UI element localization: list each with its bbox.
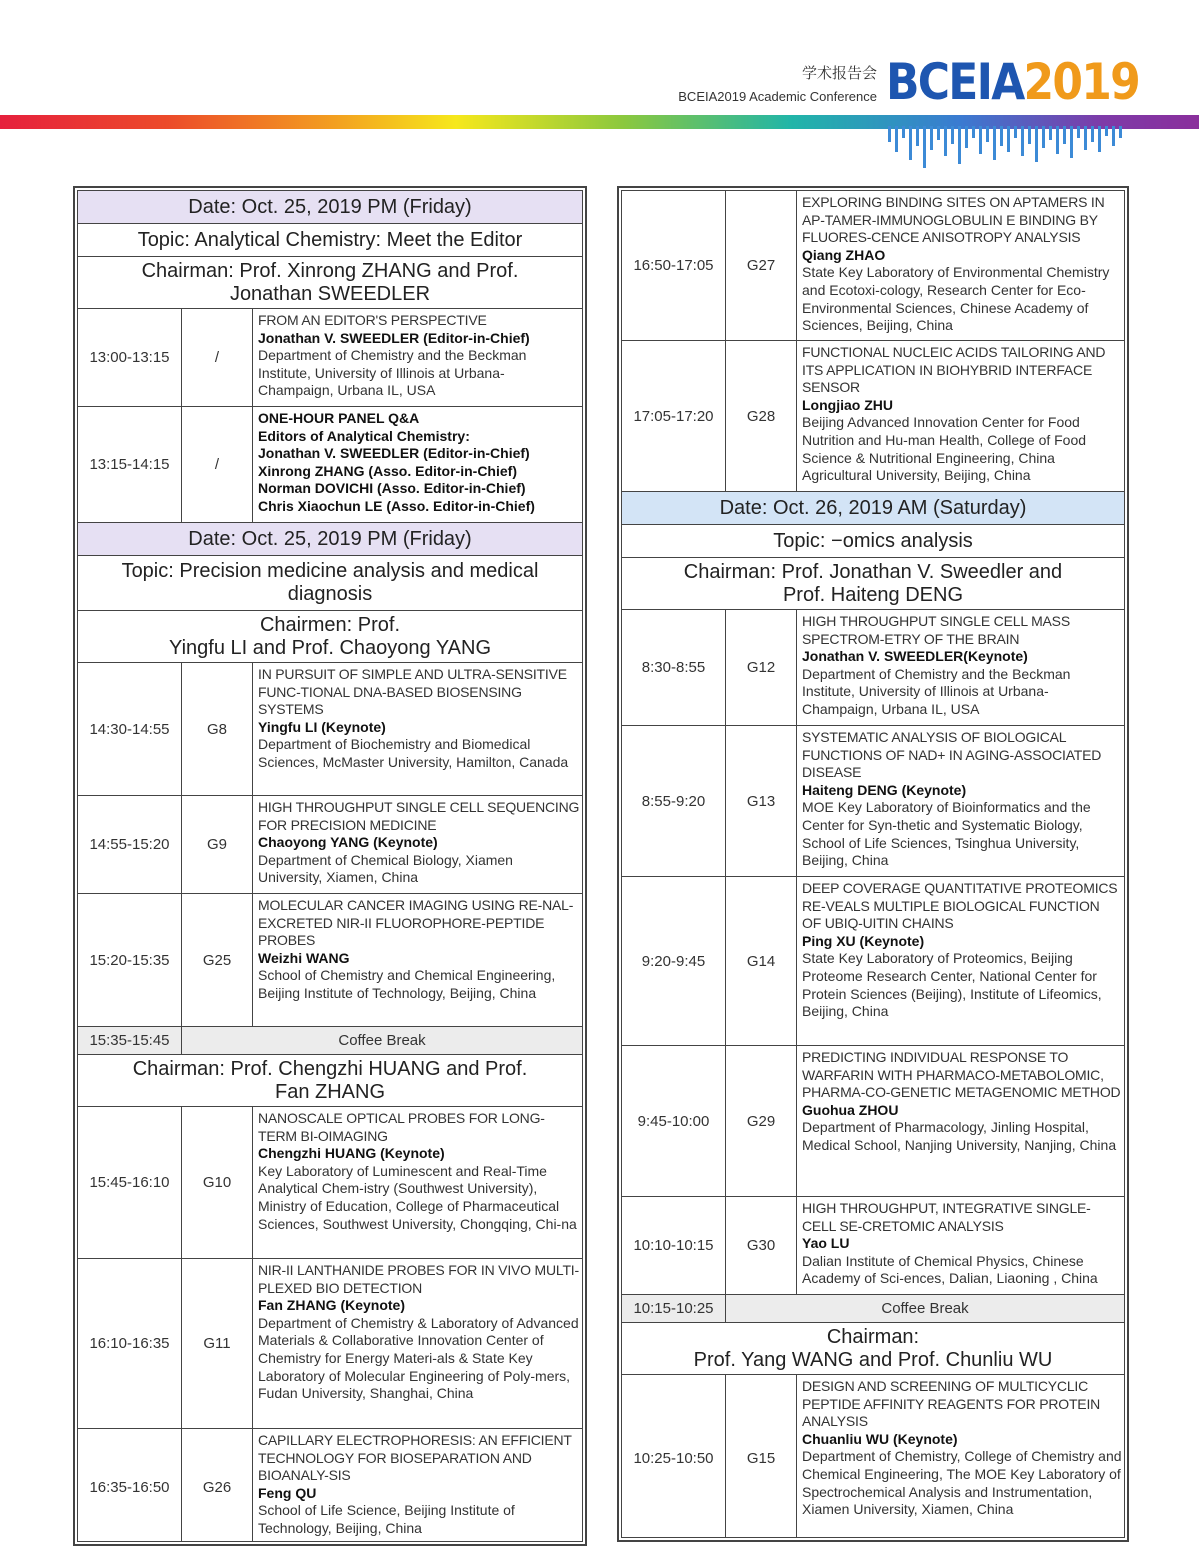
session-details — [253, 663, 582, 795]
conference-title-en: BCEIA2019 Academic Conference — [678, 89, 877, 104]
bceia-logo — [886, 52, 1139, 112]
panel-line: Xinrong ZHANG (Asso. Editor-in-Chief) — [258, 462, 517, 479]
panel-line: Jonathan V. SWEEDLER (Editor-in-Chief) — [258, 445, 530, 462]
chairman-bar — [78, 257, 582, 309]
session-code: G9 — [182, 796, 253, 893]
session-row — [622, 1375, 1124, 1538]
session-details — [797, 877, 1124, 1045]
chairman-bar — [78, 611, 582, 663]
session-details — [797, 191, 1124, 340]
coffee-time: 15:35-15:45 — [78, 1027, 182, 1054]
session-details — [797, 1197, 1124, 1294]
left-schedule-column — [73, 186, 587, 1546]
talk-title: NANOSCALE OPTICAL PROBES FOR LONG-TERM BI-OIMAGING — [258, 1110, 545, 1144]
session-time: 15:20-15:35 — [78, 894, 182, 1026]
talk-title: FUNCTIONAL NUCLEIC ACIDS TAILORING AND ITS APPLICATION IN BIOHYBRID INTERFACE SENSOR — [802, 344, 1106, 396]
chairman-bar — [622, 1323, 1124, 1375]
session-row — [622, 1197, 1124, 1295]
topic-bar: Topic: Precision medicine analysis and medical diagnosis — [78, 556, 582, 611]
session-time: 9:20-9:45 — [622, 877, 726, 1045]
session-time: 9:45-10:00 — [622, 1046, 726, 1196]
speaker-affiliation: Beijing Advanced Innovation Center for Food Nutrition and Hu-man Health, College of Food Science & Nutritional Engineering, China Agricultural University, Beijing, China — [802, 414, 1087, 484]
session-time: 14:55-15:20 — [78, 796, 182, 893]
session-details — [253, 796, 582, 893]
date-bar: Date: Oct. 25, 2019 PM (Friday) — [78, 191, 582, 224]
speaker-affiliation: State Key Laboratory of Proteomics, Beijing Proteome Research Center, National Center for Protein Sciences (Beijing), Institute of Lifeomics, Beijing, China — [802, 950, 1102, 1020]
session-code: G12 — [726, 610, 797, 725]
session-details — [797, 1375, 1124, 1538]
session-details — [253, 1107, 582, 1258]
session-code: G11 — [182, 1259, 253, 1428]
page-header — [0, 0, 1199, 180]
speaker-name: Weizhi WANG — [258, 949, 350, 966]
topic-bar: Topic: Analytical Chemistry: Meet the Editor — [78, 224, 582, 257]
speaker-name: Yingfu LI (Keynote) — [258, 718, 386, 735]
speaker-affiliation: Department of Chemistry and the Beckman Institute, University of Illinois at Urbana-Champaign, Urbana IL, USA — [258, 347, 527, 399]
speaker-name: Guohua ZHOU — [802, 1101, 899, 1118]
coffee-break-row — [78, 1027, 582, 1055]
speaker-affiliation: Department of Biochemistry and Biomedical Sciences, McMaster University, Hamilton, Canada — [258, 736, 569, 770]
speaker-affiliation: MOE Key Laboratory of Bioinformatics and the Center for Syn-thetic and Systematic Biology, School of Life Sciences, Tsinghua University, Beijing, China — [802, 799, 1091, 869]
talk-title: IN PURSUIT OF SIMPLE AND ULTRA-SENSITIVE FUNC-TIONAL DNA-BASED BIOSENSING SYSTEMS — [258, 666, 567, 718]
chairman-line: Yingfu LI and Prof. Chaoyong YANG — [168, 636, 492, 659]
session-row — [78, 309, 582, 407]
chairman-bar — [78, 1055, 582, 1107]
session-row — [78, 894, 582, 1027]
session-code: G8 — [182, 663, 253, 795]
talk-title: HIGH THROUGHPUT, INTEGRATIVE SINGLE-CELL SE-CRETOMIC ANALYSIS — [802, 1200, 1091, 1234]
right-schedule-column — [617, 186, 1129, 1542]
session-details — [797, 341, 1124, 491]
session-code: G10 — [182, 1107, 253, 1258]
session-details — [253, 894, 582, 1026]
session-time: 14:30-14:55 — [78, 663, 182, 795]
chairman-line: Prof. Yang WANG and Prof. Chunliu WU — [693, 1348, 1053, 1371]
date-bar: Date: Oct. 25, 2019 PM (Friday) — [78, 523, 582, 556]
speaker-name: Haiteng DENG (Keynote) — [802, 781, 967, 798]
session-details — [797, 610, 1124, 725]
logo-text-year: 2019 — [1023, 53, 1139, 111]
speaker-name: Longjiao ZHU — [802, 396, 893, 413]
session-row — [78, 663, 582, 796]
speaker-name: Qiang ZHAO — [802, 246, 886, 263]
topic-bar: Topic: −omics analysis — [622, 525, 1124, 558]
speaker-affiliation: School of Chemistry and Chemical Engineering, Beijing Institute of Technology, Beijing, China — [258, 967, 556, 1001]
session-time: 16:50-17:05 — [622, 191, 726, 340]
speaker-affiliation: School of Life Science, Beijing Institute of Technology, Beijing, China — [258, 1502, 515, 1536]
session-details — [253, 407, 582, 522]
session-code: / — [182, 309, 253, 406]
session-time: 10:25-10:50 — [622, 1375, 726, 1538]
speaker-affiliation: Department of Chemistry and the Beckman Institute, University of Illinois at Urbana-Champaign, Urbana IL, USA — [802, 665, 1071, 717]
talk-title: HIGH THROUGHPUT SINGLE CELL SEQUENCING FOR PRECISION MEDICINE — [258, 799, 580, 833]
speaker-affiliation: Department of Chemical Biology, Xiamen University, Xiamen, China — [258, 851, 513, 886]
session-details — [253, 1429, 582, 1542]
talk-title: EXPLORING BINDING SITES ON APTAMERS IN AP-TAMER-IMMUNOGLOBULIN E BINDING BY FLUORES-CENCE ANISOTROPY ANALYSIS — [802, 194, 1105, 246]
speaker-name: Chaoyong YANG (Keynote) — [258, 834, 438, 851]
conference-title-cn: 学术报告会 — [801, 64, 877, 82]
session-time: 8:55-9:20 — [622, 726, 726, 876]
session-code: G15 — [726, 1375, 797, 1538]
speaker-name: Yao LU — [802, 1235, 850, 1252]
session-details — [797, 1046, 1124, 1196]
session-time: 16:35-16:50 — [78, 1429, 182, 1542]
talk-title: MOLECULAR CANCER IMAGING USING RE-NAL-EXCRETED NIR-II FLUOROPHORE-PEPTIDE PROBES — [258, 897, 574, 949]
coffee-time: 10:15-10:25 — [622, 1295, 726, 1322]
session-row — [78, 407, 582, 523]
talk-title: DEEP COVERAGE QUANTITATIVE PROTEOMICS RE-VEALS MULTIPLE BIOLOGICAL FUNCTION OF UBIQ-UITIN CHAINS — [802, 880, 1118, 932]
session-time: 15:45-16:10 — [78, 1107, 182, 1258]
chairman-line: Chairman: Prof. Jonathan V. Sweedler and — [683, 560, 1063, 583]
session-row — [78, 1259, 582, 1429]
session-time: 16:10-16:35 — [78, 1259, 182, 1428]
session-row — [78, 796, 582, 894]
session-time: 17:05-17:20 — [622, 341, 726, 491]
talk-title: PREDICTING INDIVIDUAL RESPONSE TO WARFARIN WITH PHARMACO-METABOLOMIC, PHARMA-CO-GENETIC METAGENOMIC METHOD — [802, 1049, 1121, 1101]
panel-line: Norman DOVICHI (Asso. Editor-in-Chief) — [258, 480, 526, 497]
chairman-line: Chairman: Prof. Chengzhi HUANG and Prof. — [132, 1057, 528, 1080]
speaker-affiliation: Key Laboratory of Luminescent and Real-Time Analytical Chem-istry (Southwest University), Ministry of Education, College of Pharmaceutical Sciences, Southwest University, Chongqing, Chi-na — [258, 1162, 577, 1232]
session-code: G26 — [182, 1429, 253, 1542]
chairman-line: Prof. Haiteng DENG — [782, 583, 964, 606]
session-row — [622, 341, 1124, 492]
chairman-bar — [622, 558, 1124, 610]
session-code: G13 — [726, 726, 797, 876]
chairman-line: Fan ZHANG — [274, 1080, 386, 1103]
session-details — [797, 726, 1124, 876]
talk-title: DESIGN AND SCREENING OF MULTICYCLIC PEPTIDE AFFINITY REAGENTS FOR PROTEIN ANALYSIS — [802, 1378, 1101, 1430]
chairman-line: Chairmen: Prof. — [259, 613, 401, 636]
session-time: 13:15-14:15 — [78, 407, 182, 522]
session-time: 10:10-10:15 — [622, 1197, 726, 1294]
chairman-line: Jonathan SWEEDLER — [229, 282, 431, 305]
speaker-affiliation: Dalian Institute of Chemical Physics, Chinese Academy of Sci-ences, Dalian, Liaoning , China — [802, 1252, 1098, 1287]
session-row — [622, 610, 1124, 726]
speaker-name: Fan ZHANG (Keynote) — [258, 1297, 405, 1314]
session-row — [78, 1429, 582, 1542]
session-details — [253, 309, 582, 406]
talk-title: NIR-II LANTHANIDE PROBES FOR IN VIVO MULTI-PLEXED BIO DETECTION — [258, 1262, 579, 1296]
session-row — [622, 877, 1124, 1046]
talk-title: FROM AN EDITOR'S PERSPECTIVE — [258, 312, 487, 328]
talk-title: SYSTEMATIC ANALYSIS OF BIOLOGICAL FUNCTIONS OF NAD+ IN AGING-ASSOCIATED DISEASE — [802, 729, 1102, 781]
session-row — [622, 726, 1124, 877]
session-row — [622, 1046, 1124, 1197]
panel-line: Chris Xiaochun LE (Asso. Editor-in-Chief) — [258, 497, 535, 514]
speaker-affiliation: State Key Laboratory of Environmental Chemistry and Ecotoxi-cology, Research Center for Eco-Environmental Sciences, Chinese Academy of Sciences, Beijing, China — [802, 264, 1110, 334]
session-row — [78, 1107, 582, 1259]
session-details — [253, 1259, 582, 1428]
session-code: / — [182, 407, 253, 522]
session-code: G27 — [726, 191, 797, 340]
session-time: 13:00-13:15 — [78, 309, 182, 406]
speaker-affiliation: Department of Chemistry & Laboratory of Advanced Materials & Collaborative Innovation Center of Chemistry for Energy Materi-als & State Key Laboratory of Molecular Engineering of Poly-mers, Fudan University, Shanghai, China — [258, 1314, 579, 1402]
speaker-affiliation: Department of Chemistry, College of Chemistry and Chemical Engineering, The MOE Key Laboratory of Spectrochemical Analysis and Instrumentation, Xiamen University, Xiamen, China — [802, 1448, 1122, 1518]
speaker-name: Chuanliu WU (Keynote) — [802, 1430, 958, 1447]
coffee-label: Coffee Break — [881, 1300, 969, 1317]
speaker-name: Feng QU — [258, 1484, 317, 1501]
talk-title: HIGH THROUGHPUT SINGLE CELL MASS SPECTROM-ETRY OF THE BRAIN — [802, 613, 1070, 647]
logo-text-main: BCEIA — [886, 53, 1024, 111]
session-code: G29 — [726, 1046, 797, 1196]
date-bar: Date: Oct. 26, 2019 AM (Saturday) — [622, 492, 1124, 525]
speaker-name: Ping XU (Keynote) — [802, 932, 925, 949]
speaker-name: Jonathan V. SWEEDLER (Editor-in-Chief) — [258, 329, 530, 346]
panel-line: Editors of Analytical Chemistry: — [258, 427, 470, 444]
speaker-name: Jonathan V. SWEEDLER(Keynote) — [802, 648, 1028, 665]
session-code: G14 — [726, 877, 797, 1045]
session-code: G25 — [182, 894, 253, 1026]
panel-line: ONE-HOUR PANEL Q&A — [258, 410, 420, 426]
coffee-break-row — [622, 1295, 1124, 1323]
chairman-line: Chairman: — [826, 1325, 920, 1348]
talk-title: CAPILLARY ELECTROPHORESIS: AN EFFICIENT TECHNOLOGY FOR BIOSEPARATION AND BIOANALY-SIS — [258, 1432, 572, 1484]
session-row — [622, 191, 1124, 341]
coffee-label: Coffee Break — [338, 1032, 426, 1049]
session-code: G28 — [726, 341, 797, 491]
session-time: 8:30-8:55 — [622, 610, 726, 725]
speaker-affiliation: Department of Pharmacology, Jinling Hospital, Medical School, Nanjing University, Nanjing, China — [802, 1119, 1117, 1153]
session-code: G30 — [726, 1197, 797, 1294]
chairman-line: Chairman: Prof. Xinrong ZHANG and Prof. — [141, 259, 519, 282]
sound-wave-graphic — [886, 126, 1126, 174]
speaker-name: Chengzhi HUANG (Keynote) — [258, 1145, 445, 1162]
